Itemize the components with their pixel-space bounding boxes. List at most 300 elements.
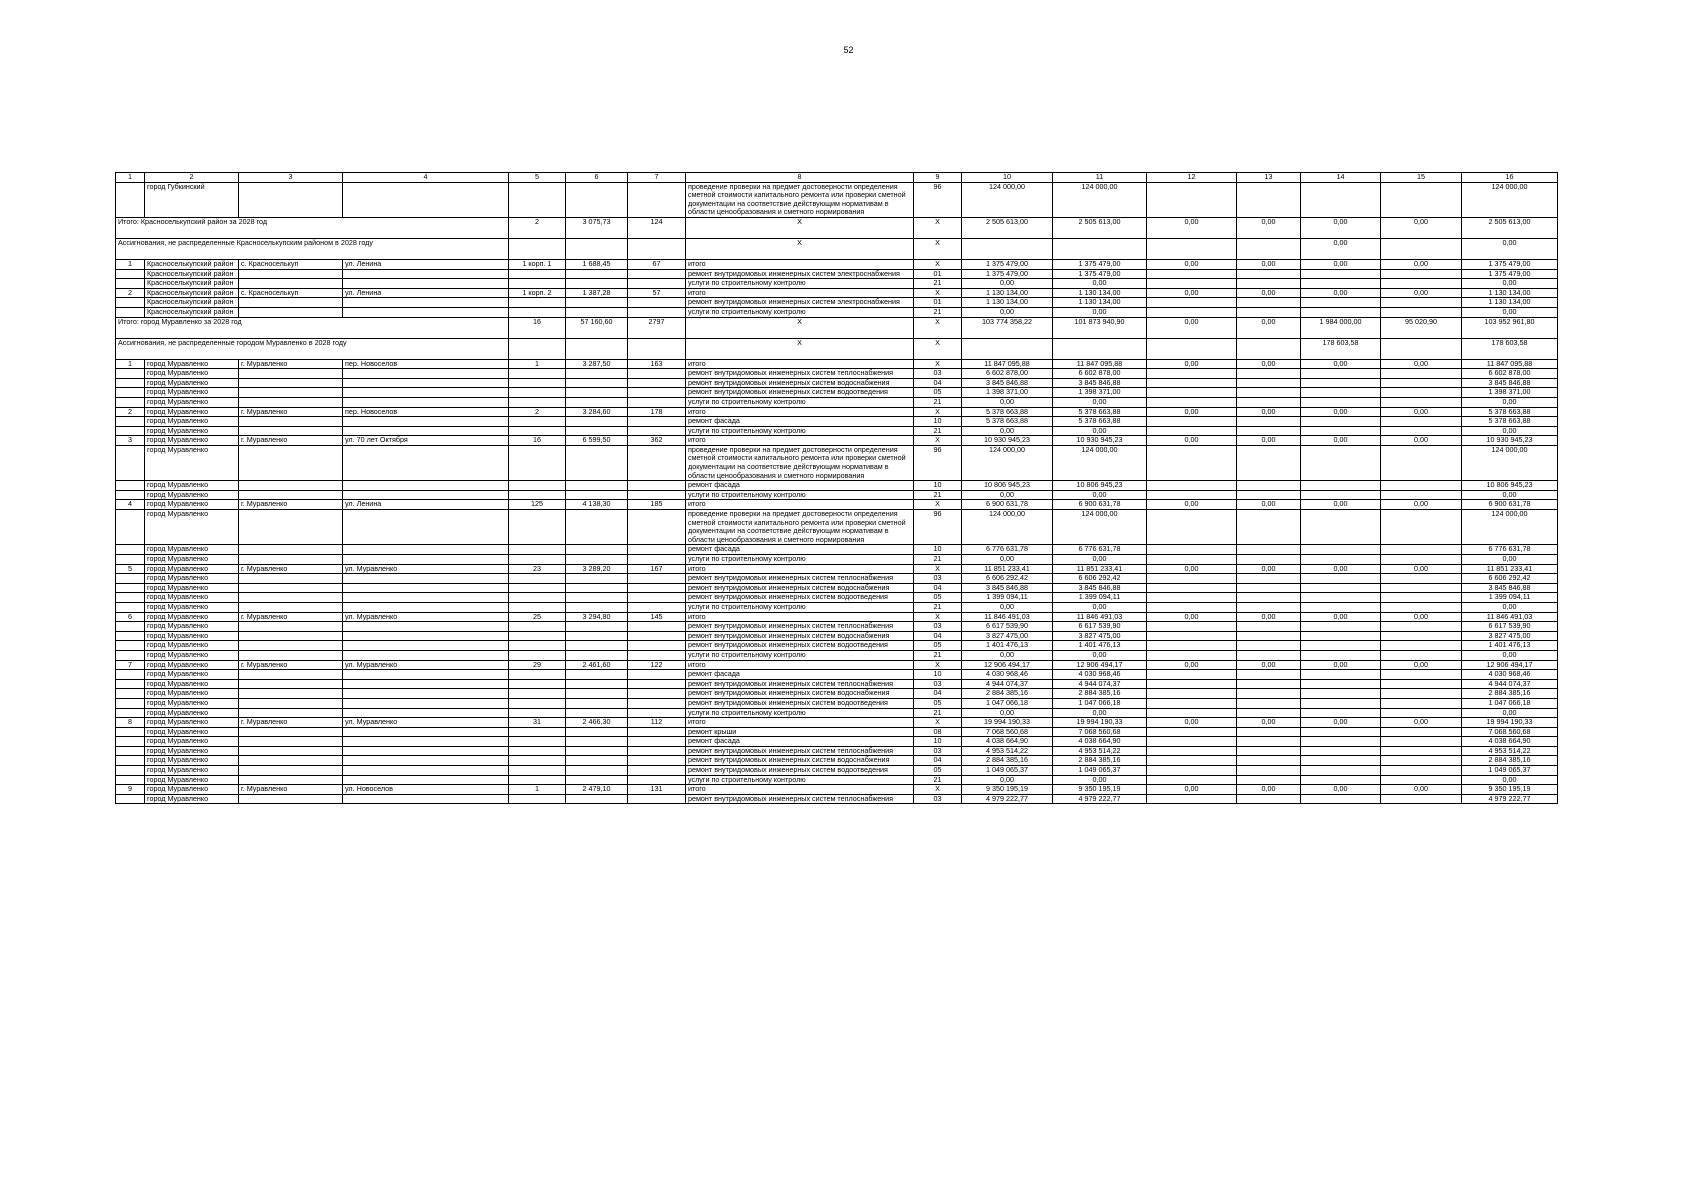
table-cell: 0,00: [1147, 407, 1237, 417]
table-row: [116, 679, 1558, 689]
table-cell: 2 884 385,16: [1053, 689, 1147, 699]
table-cell: [239, 622, 343, 632]
table-row: [116, 417, 1558, 427]
table-cell: 5 378 663,88: [1462, 407, 1558, 417]
table-cell: 0,00: [1381, 259, 1462, 269]
table-cell: 10 930 945,23: [962, 436, 1053, 446]
table-cell: 12 906 494,17: [1462, 660, 1558, 670]
table-cell: 1 401 476,13: [1462, 641, 1558, 651]
table-cell: [566, 631, 628, 641]
table-cell: 0,00: [962, 490, 1053, 500]
table-cell: [1147, 708, 1237, 718]
table-cell: итого: [686, 359, 914, 369]
table-cell: [1301, 775, 1381, 785]
table-cell: [509, 574, 566, 584]
table-row: [116, 622, 1558, 632]
table-cell: 0,00: [1381, 288, 1462, 298]
table-cell: [239, 481, 343, 491]
table-cell: 1 401 476,13: [962, 641, 1053, 651]
table-cell: [509, 602, 566, 612]
table-cell: 6 776 631,78: [1462, 545, 1558, 555]
table-cell: 0,00: [1301, 288, 1381, 298]
table-cell: [1381, 388, 1462, 398]
table-cell: ремонт внутридомовых инженерных систем водоснабжения: [686, 689, 914, 699]
table-cell: [566, 583, 628, 593]
table-cell: [566, 307, 628, 317]
table-cell: [566, 670, 628, 680]
table-cell: [1237, 775, 1301, 785]
total-row: [116, 338, 1558, 359]
table-cell: 0,00: [1462, 650, 1558, 660]
table-cell: [1237, 737, 1301, 747]
table-cell: 1 398 371,00: [962, 388, 1053, 398]
table-cell: 362: [628, 436, 686, 446]
column-number-cell: 1: [116, 173, 145, 183]
total-cell: [1147, 238, 1237, 259]
table-cell: 01: [914, 269, 962, 279]
table-cell: [343, 417, 509, 427]
table-cell: 124 000,00: [1462, 445, 1558, 480]
table-cell: 0,00: [1301, 259, 1381, 269]
table-cell: [509, 298, 566, 308]
table-cell: [1147, 426, 1237, 436]
table-row: [116, 746, 1558, 756]
total-row: [116, 217, 1558, 238]
table-cell: 0,00: [1053, 397, 1147, 407]
table-cell: город Муравленко: [145, 679, 239, 689]
table-cell: город Муравленко: [145, 775, 239, 785]
table-cell: [1381, 650, 1462, 660]
table-cell: [1301, 307, 1381, 317]
table-cell: 04: [914, 631, 962, 641]
page-number: 52: [843, 45, 854, 55]
table-row: [116, 631, 1558, 641]
total-cell: [1147, 338, 1237, 359]
capital-repair-table: [115, 172, 1558, 804]
table-cell: X: [914, 288, 962, 298]
table-cell: 3 284,60: [566, 407, 628, 417]
table-cell: 124 000,00: [962, 510, 1053, 545]
table-cell: 6 602 878,00: [962, 369, 1053, 379]
table-cell: [509, 756, 566, 766]
table-cell: [239, 746, 343, 756]
table-cell: 0,00: [1237, 259, 1301, 269]
table-cell: 0,00: [1462, 490, 1558, 500]
table-cell: [239, 369, 343, 379]
table-cell: [239, 766, 343, 776]
table-cell: 125: [509, 500, 566, 510]
table-cell: [343, 631, 509, 641]
table-cell: [628, 593, 686, 603]
table-row: [116, 593, 1558, 603]
table-cell: [1301, 279, 1381, 289]
table-cell: 0,00: [1462, 708, 1558, 718]
table-cell: [343, 756, 509, 766]
table-cell: [1381, 746, 1462, 756]
table-cell: [1237, 378, 1301, 388]
table-cell: 124 000,00: [1462, 510, 1558, 545]
table-cell: 0,00: [1381, 660, 1462, 670]
table-cell: [628, 481, 686, 491]
table-cell: [628, 510, 686, 545]
table-cell: [1381, 670, 1462, 680]
table-cell: [566, 397, 628, 407]
table-cell: 0,00: [1301, 564, 1381, 574]
table-cell: [1381, 727, 1462, 737]
table-cell: [1381, 481, 1462, 491]
table-cell: [1147, 583, 1237, 593]
table-cell: 0,00: [1301, 500, 1381, 510]
table-cell: [628, 746, 686, 756]
table-cell: 0,00: [1301, 407, 1381, 417]
table-row: [116, 698, 1558, 708]
table-cell: [1301, 490, 1381, 500]
table-cell: [509, 481, 566, 491]
table-cell: проведение проверки на предмет достоверности определения сметной стоимости капитального ремонта или проверки сметной документации на соответствие действующим нормативам в области ценообразования и сметного нормирования: [686, 510, 914, 545]
table-cell: [628, 794, 686, 804]
table-cell: [628, 679, 686, 689]
table-cell: [1301, 602, 1381, 612]
table-row: [116, 500, 1558, 510]
table-cell: [1381, 445, 1462, 480]
table-cell: [566, 417, 628, 427]
table-cell: 1 049 065,37: [1053, 766, 1147, 776]
table-row: [116, 775, 1558, 785]
table-cell: X: [914, 612, 962, 622]
table-cell: 185: [628, 500, 686, 510]
table-cell: 1: [509, 785, 566, 795]
table-row: [116, 660, 1558, 670]
table-cell: [628, 574, 686, 584]
table-cell: г. Муравленко: [239, 407, 343, 417]
table-cell: 6 776 631,78: [1053, 545, 1147, 555]
table-cell: 2 884 385,16: [962, 689, 1053, 699]
table-cell: [1301, 689, 1381, 699]
table-cell: 0,00: [1381, 785, 1462, 795]
table-row: [116, 727, 1558, 737]
total-row: [116, 238, 1558, 259]
table-cell: [509, 555, 566, 565]
table-cell: 12 906 494,17: [1053, 660, 1147, 670]
table-cell: 21: [914, 307, 962, 317]
table-row: [116, 397, 1558, 407]
column-number-cell: 6: [566, 173, 628, 183]
table-cell: [628, 775, 686, 785]
table-cell: [1301, 388, 1381, 398]
table-cell: 0,00: [1301, 436, 1381, 446]
table-cell: [1237, 602, 1301, 612]
table-cell: 1 375 479,00: [962, 259, 1053, 269]
table-cell: 0,00: [1462, 426, 1558, 436]
table-cell: [239, 279, 343, 289]
table-cell: 3 845 846,88: [1462, 583, 1558, 593]
table-cell: ремонт внутридомовых инженерных систем теплоснабжения: [686, 794, 914, 804]
table-cell: [628, 689, 686, 699]
table-cell: 0,00: [1381, 436, 1462, 446]
table-cell: [1301, 426, 1381, 436]
table-cell: [116, 269, 145, 279]
table-cell: 10 806 945,23: [962, 481, 1053, 491]
table-cell: [1147, 490, 1237, 500]
total-cell: [566, 238, 628, 259]
table-cell: [239, 510, 343, 545]
table-cell: [239, 397, 343, 407]
table-cell: 5 378 663,88: [1053, 417, 1147, 427]
table-cell: [116, 417, 145, 427]
table-cell: город Муравленко: [145, 737, 239, 747]
table-cell: 0,00: [1147, 259, 1237, 269]
table-cell: [1237, 670, 1301, 680]
table-cell: 1 375 479,00: [962, 269, 1053, 279]
table-cell: 1 130 134,00: [1053, 298, 1147, 308]
table-cell: 0,00: [1237, 718, 1301, 728]
table-cell: 04: [914, 583, 962, 593]
table-cell: [1237, 279, 1301, 289]
table-cell: Красноселькупский район: [145, 307, 239, 317]
table-cell: 11 846 491,03: [962, 612, 1053, 622]
table-cell: город Муравленко: [145, 622, 239, 632]
table-cell: 11 851 233,41: [1462, 564, 1558, 574]
table-cell: [1381, 574, 1462, 584]
table-row: [116, 279, 1558, 289]
table-cell: 1 047 066,18: [962, 698, 1053, 708]
table-cell: итого: [686, 564, 914, 574]
table-cell: 1 375 479,00: [1053, 269, 1147, 279]
table-cell: 9: [116, 785, 145, 795]
table-cell: 10: [914, 481, 962, 491]
table-cell: [1301, 622, 1381, 632]
table-cell: город Муравленко: [145, 564, 239, 574]
table-cell: 4: [116, 500, 145, 510]
table-cell: [1237, 641, 1301, 651]
table-cell: X: [914, 785, 962, 795]
table-cell: [1381, 641, 1462, 651]
table-cell: [1237, 417, 1301, 427]
table-cell: [566, 555, 628, 565]
total-cell: 103 952 961,80: [1462, 317, 1558, 338]
table-cell: итого: [686, 660, 914, 670]
table-cell: [116, 775, 145, 785]
total-cell: 95 020,90: [1381, 317, 1462, 338]
column-number-cell: 3: [239, 173, 343, 183]
table-cell: [239, 756, 343, 766]
table-cell: 11 846 491,03: [1462, 612, 1558, 622]
table-cell: 6: [116, 612, 145, 622]
table-row: [116, 436, 1558, 446]
table-cell: X: [914, 436, 962, 446]
table-cell: [1147, 670, 1237, 680]
table-cell: [509, 775, 566, 785]
table-cell: [1237, 481, 1301, 491]
table-cell: [116, 397, 145, 407]
table-cell: [116, 650, 145, 660]
table-cell: ремонт фасада: [686, 417, 914, 427]
table-row: [116, 307, 1558, 317]
table-cell: ремонт крыши: [686, 727, 914, 737]
table-cell: город Муравленко: [145, 708, 239, 718]
table-cell: 05: [914, 388, 962, 398]
total-label: Ассигнования, не распределенные городом Муравленко в 2028 году: [116, 338, 509, 359]
table-cell: 0,00: [1301, 612, 1381, 622]
table-row: [116, 756, 1558, 766]
table-cell: [239, 727, 343, 737]
table-cell: 6 606 292,42: [962, 574, 1053, 584]
table-cell: город Муравленко: [145, 369, 239, 379]
table-cell: [1301, 756, 1381, 766]
table-cell: 10 930 945,23: [1053, 436, 1147, 446]
table-row: [116, 407, 1558, 417]
table-cell: 1 130 134,00: [1462, 298, 1558, 308]
table-cell: 0,00: [1237, 407, 1301, 417]
table-cell: [509, 727, 566, 737]
table-cell: [1147, 641, 1237, 651]
table-cell: [116, 182, 145, 217]
table-cell: [1381, 766, 1462, 776]
table-cell: 1 130 134,00: [962, 298, 1053, 308]
total-cell: 103 774 358,22: [962, 317, 1053, 338]
table-cell: [343, 583, 509, 593]
table-cell: [1381, 622, 1462, 632]
table-row: [116, 670, 1558, 680]
total-row: [116, 317, 1558, 338]
column-number-cell: 16: [1462, 173, 1558, 183]
table-cell: 1 688,45: [566, 259, 628, 269]
table-cell: [566, 490, 628, 500]
table-cell: [1147, 746, 1237, 756]
table-cell: [116, 388, 145, 398]
table-cell: [239, 602, 343, 612]
table-cell: [566, 698, 628, 708]
table-cell: [116, 445, 145, 480]
column-number-cell: 12: [1147, 173, 1237, 183]
table-cell: [628, 641, 686, 651]
table-cell: 0,00: [1147, 718, 1237, 728]
table-cell: [343, 378, 509, 388]
table-cell: [1301, 650, 1381, 660]
table-cell: 11 847 095,88: [962, 359, 1053, 369]
table-cell: 2 884 385,16: [962, 756, 1053, 766]
table-cell: [116, 727, 145, 737]
table-cell: [116, 746, 145, 756]
table-cell: [1301, 510, 1381, 545]
table-cell: [116, 490, 145, 500]
table-cell: [566, 756, 628, 766]
table-cell: [628, 622, 686, 632]
table-cell: 3 845 846,88: [1053, 378, 1147, 388]
table-cell: 1: [116, 259, 145, 269]
table-cell: [509, 426, 566, 436]
table-cell: 163: [628, 359, 686, 369]
table-cell: [1147, 481, 1237, 491]
table-cell: [628, 397, 686, 407]
total-cell: 0,00: [1147, 317, 1237, 338]
table-cell: [628, 369, 686, 379]
table-cell: [1381, 679, 1462, 689]
table-cell: [1237, 650, 1301, 660]
table-cell: [628, 766, 686, 776]
table-cell: 3 294,80: [566, 612, 628, 622]
table-cell: [509, 279, 566, 289]
table-cell: ремонт внутридомовых инженерных систем теплоснабжения: [686, 574, 914, 584]
table-cell: 2 479,10: [566, 785, 628, 795]
table-cell: X: [914, 500, 962, 510]
table-cell: город Муравленко: [145, 612, 239, 622]
table-cell: 2: [116, 288, 145, 298]
table-cell: 7: [116, 660, 145, 670]
table-cell: [509, 490, 566, 500]
table-cell: город Муравленко: [145, 426, 239, 436]
table-cell: [566, 708, 628, 718]
table-cell: 03: [914, 622, 962, 632]
table-cell: [1381, 698, 1462, 708]
table-cell: 0,00: [962, 775, 1053, 785]
table-cell: 4 953 514,22: [962, 746, 1053, 756]
table-cell: 23: [509, 564, 566, 574]
table-cell: 10 806 945,23: [1462, 481, 1558, 491]
table-cell: [509, 679, 566, 689]
table-cell: 0,00: [1147, 359, 1237, 369]
table-cell: [1381, 182, 1462, 217]
table-row: [116, 689, 1558, 699]
table-cell: 25: [509, 612, 566, 622]
table-cell: город Муравленко: [145, 397, 239, 407]
table-cell: [509, 269, 566, 279]
table-cell: 0,00: [1301, 359, 1381, 369]
table-cell: [343, 727, 509, 737]
table-cell: услуги по строительному контролю: [686, 708, 914, 718]
table-cell: 1 130 134,00: [962, 288, 1053, 298]
table-cell: [116, 794, 145, 804]
table-cell: [509, 794, 566, 804]
table-cell: город Губкинский: [145, 182, 239, 217]
table-cell: [343, 388, 509, 398]
table-cell: [239, 574, 343, 584]
table-cell: 0,00: [1147, 436, 1237, 446]
table-cell: [1301, 481, 1381, 491]
table-cell: [1381, 583, 1462, 593]
total-cell: X: [686, 217, 914, 238]
table-cell: [343, 574, 509, 584]
total-cell: 0,00: [1462, 238, 1558, 259]
table-cell: [343, 746, 509, 756]
table-cell: услуги по строительному контролю: [686, 426, 914, 436]
table-cell: [628, 417, 686, 427]
table-row: [116, 481, 1558, 491]
table-cell: проведение проверки на предмет достоверности определения сметной стоимости капитального ремонта или проверки сметной документации на соответствие действующим нормативам в области ценообразования и сметного нормирования: [686, 182, 914, 217]
table-cell: [628, 698, 686, 708]
table-cell: 6 900 631,78: [1462, 500, 1558, 510]
table-cell: [1381, 417, 1462, 427]
table-row: [116, 182, 1558, 217]
table-cell: [509, 698, 566, 708]
table-cell: 0,00: [962, 602, 1053, 612]
table-cell: [239, 426, 343, 436]
table-cell: услуги по строительному контролю: [686, 490, 914, 500]
table-cell: [566, 445, 628, 480]
table-cell: 1 130 134,00: [1053, 288, 1147, 298]
table-cell: [116, 545, 145, 555]
table-cell: 0,00: [1462, 602, 1558, 612]
table-cell: 0,00: [1301, 785, 1381, 795]
table-cell: [509, 378, 566, 388]
table-cell: [1237, 182, 1301, 217]
table-cell: 0,00: [1381, 500, 1462, 510]
table-cell: [1237, 555, 1301, 565]
table-cell: [566, 794, 628, 804]
table-cell: 145: [628, 612, 686, 622]
table-cell: [1237, 727, 1301, 737]
table-cell: 1 401 476,13: [1053, 641, 1147, 651]
